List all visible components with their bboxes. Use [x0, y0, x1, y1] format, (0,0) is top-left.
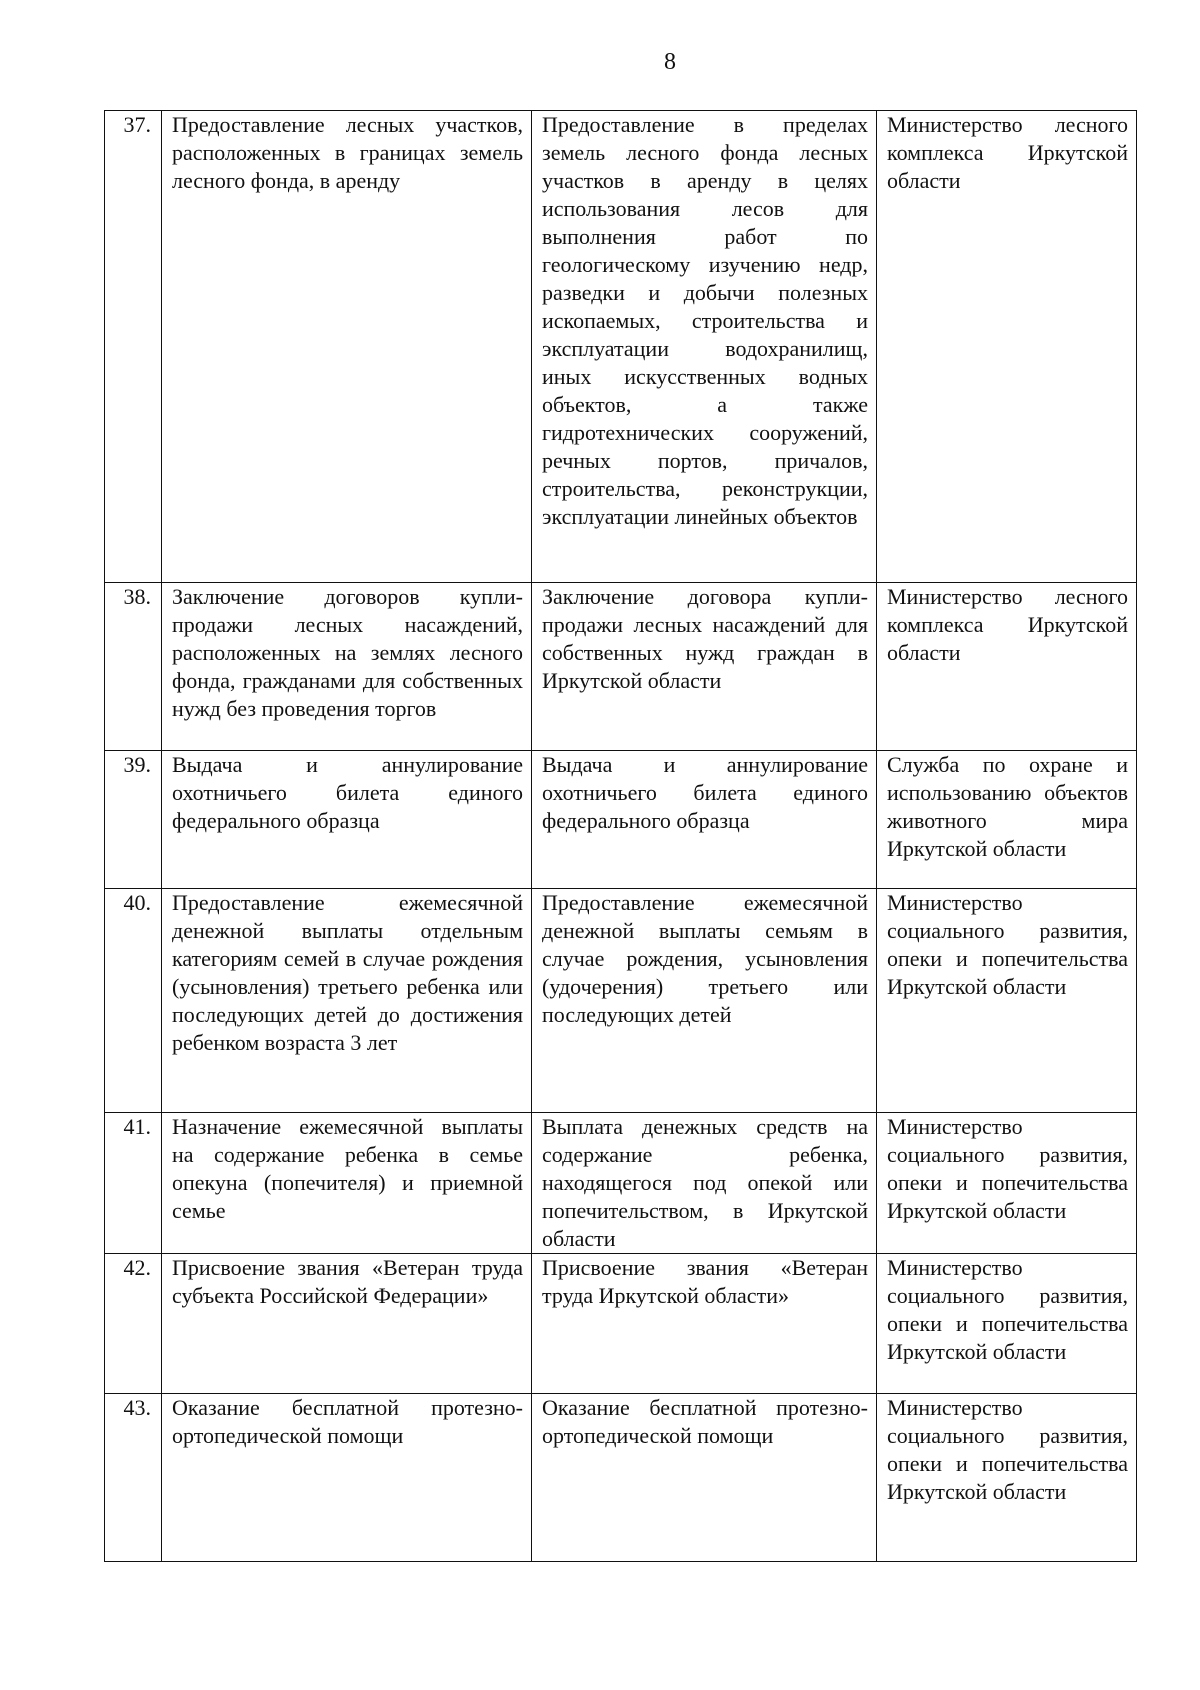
responsible-organization: Министерство социального развития, опеки и попечительства Иркутской области — [877, 889, 1137, 1113]
services-table — [104, 110, 1137, 1562]
service-name: Предоставление лесных участков, расположенных в границах земель лесного фонда, в аренду — [162, 111, 532, 583]
row-number: 42. — [105, 1254, 162, 1394]
table-row — [105, 583, 1137, 751]
service-name: Назначение ежемесячной выплаты на содержание ребенка в семье опекуна (попечителя) и приемной семье — [162, 1113, 532, 1254]
responsible-organization: Министерство социального развития, опеки и попечительства Иркутской области — [877, 1394, 1137, 1562]
service-name: Оказание бесплатной протезно-ортопедической помощи — [162, 1394, 532, 1562]
row-number: 39. — [105, 751, 162, 889]
responsible-organization: Министерство лесного комплекса Иркутской области — [877, 111, 1137, 583]
table-row — [105, 889, 1137, 1113]
service-name: Заключение договоров купли-продажи лесных насаждений, расположенных на землях лесного фонда, гражданами для собственных нужд без проведения торгов — [162, 583, 532, 751]
row-number: 38. — [105, 583, 162, 751]
row-number: 40. — [105, 889, 162, 1113]
service-description: Выплата денежных средств на содержание ребенка, находящегося под опекой или попечительством, в Иркутской области — [532, 1113, 877, 1254]
responsible-organization: Министерство социального развития, опеки и попечительства Иркутской области — [877, 1113, 1137, 1254]
service-description: Предоставление в пределах земель лесного фонда лесных участков в аренду в целях использования лесов для выполнения работ по геологическому изучению недр, разведки и добычи полезных ископаемых, строительства и эксплуатации водохранилищ, иных искусственных водных объектов, а также гидротехнических сооружений, речных портов, причалов, строительства, реконструкции, эксплуатации линейных объектов — [532, 111, 877, 583]
service-name: Присвоение звания «Ветеран труда субъекта Российской Федерации» — [162, 1254, 532, 1394]
service-description: Оказание бесплатной протезно-ортопедической помощи — [532, 1394, 877, 1562]
row-number: 37. — [105, 111, 162, 583]
service-description: Выдача и аннулирование охотничьего билета единого федерального образца — [532, 751, 877, 889]
service-name: Выдача и аннулирование охотничьего билета единого федерального образца — [162, 751, 532, 889]
row-number: 43. — [105, 1394, 162, 1562]
row-number: 41. — [105, 1113, 162, 1254]
table-row — [105, 1394, 1137, 1562]
responsible-organization: Министерство лесного комплекса Иркутской области — [877, 583, 1137, 751]
table-row — [105, 1254, 1137, 1394]
responsible-organization: Служба по охране и использованию объектов животного мира Иркутской области — [877, 751, 1137, 889]
table-row — [105, 111, 1137, 583]
table-row — [105, 1113, 1137, 1254]
table-row — [105, 751, 1137, 889]
service-description: Предоставление ежемесячной денежной выплаты семьям в случае рождения, усыновления (удочерения) третьего или последующих детей — [532, 889, 877, 1113]
responsible-organization: Министерство социального развития, опеки и попечительства Иркутской области — [877, 1254, 1137, 1394]
service-name: Предоставление ежемесячной денежной выплаты отдельным категориям семей в случае рождения (усыновления) третьего ребенка или последующих детей до достижения ребенком возраста 3 лет — [162, 889, 532, 1113]
service-description: Присвоение звания «Ветеран труда Иркутской области» — [532, 1254, 877, 1394]
page-number: 8 — [664, 49, 676, 75]
service-description: Заключение договора купли-продажи лесных насаждений для собственных нужд граждан в Иркутской области — [532, 583, 877, 751]
